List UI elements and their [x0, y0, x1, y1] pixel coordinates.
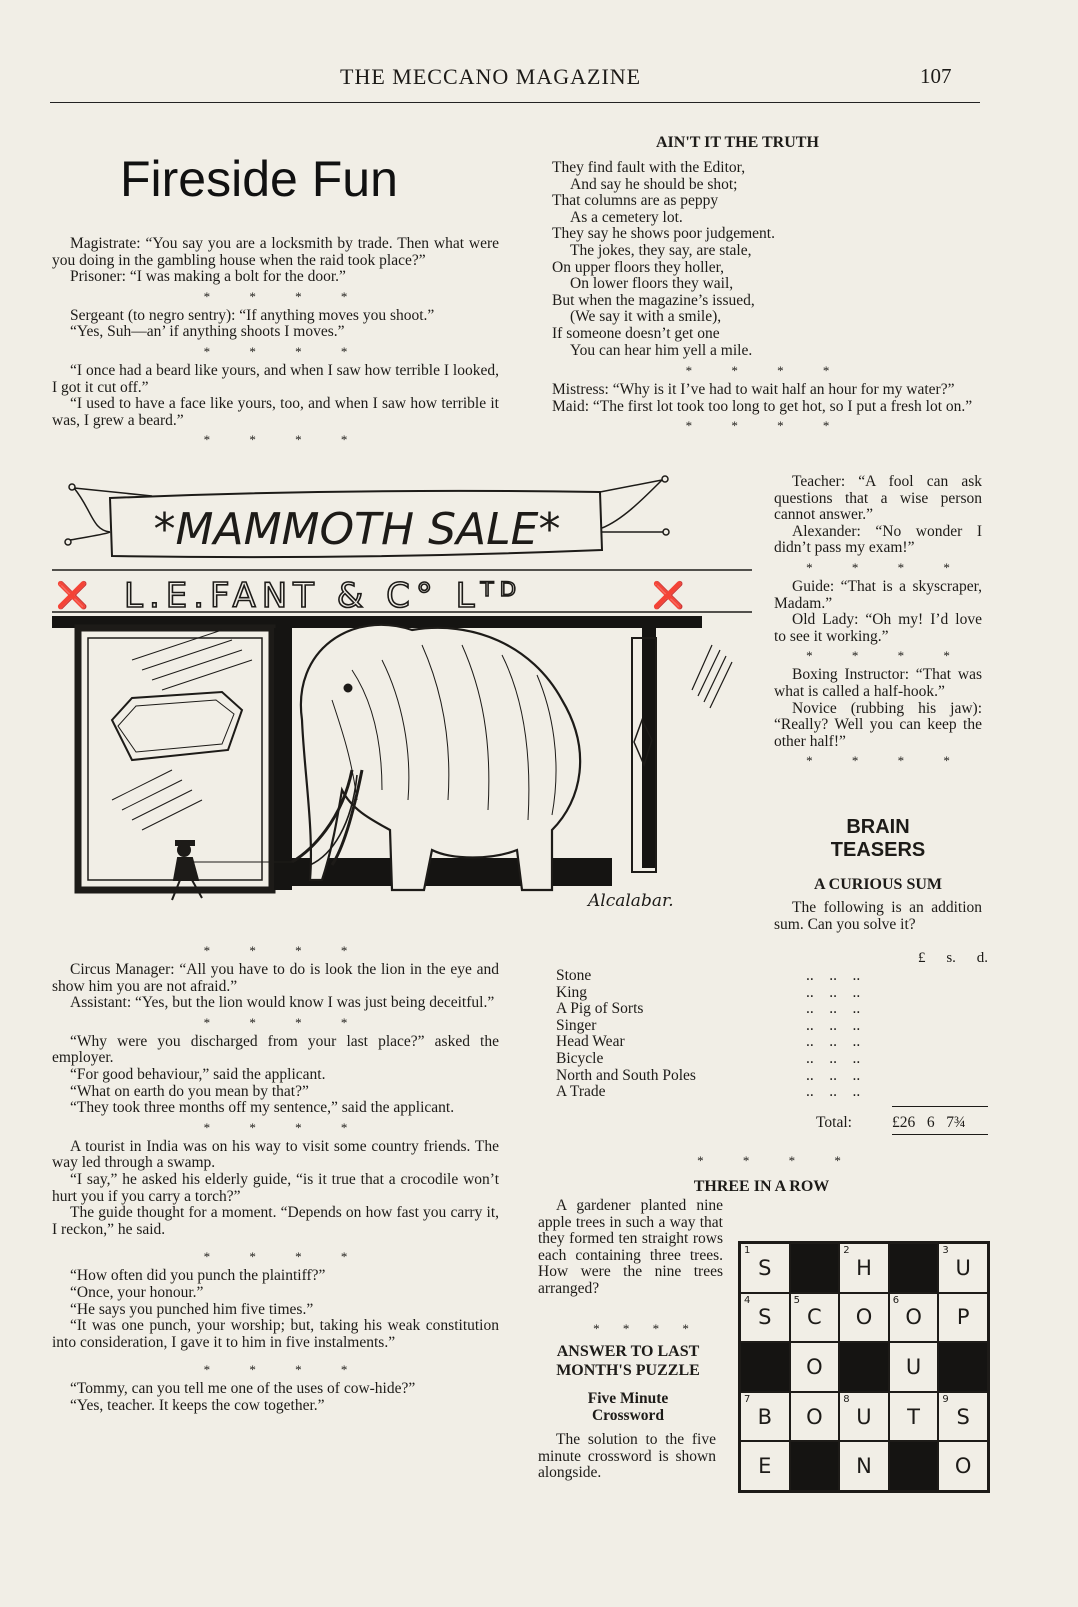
sum-row [556, 1018, 860, 1035]
crossword-clue-number: 1 [744, 1245, 751, 1256]
curious-sum-intro: The following is an addition sum. Can you solve it? [774, 899, 982, 933]
poem-line: But when the magazine’s issued, [552, 291, 755, 309]
pence-header: d. [976, 950, 988, 966]
sum-total-value: £26 6 7¾ [892, 1114, 966, 1131]
shop-sign-text: L.E.FANT & C° Lᵀᴰ [124, 576, 523, 616]
crossword-letter: U [955, 1255, 971, 1280]
crossword-letter: U [905, 1354, 922, 1379]
separator-stars: * * * * [203, 943, 366, 958]
crossword-clue-number: 8 [843, 1393, 850, 1405]
crossword-clue-number: 3 [942, 1245, 949, 1256]
answer-subtitle: Five Minute Crossword [587, 1390, 669, 1424]
dots: .. .. .. [806, 1016, 861, 1034]
crossword-letter: U [856, 1404, 872, 1429]
poem-line: If someone doesn’t get one [552, 324, 720, 342]
currency-header [918, 950, 988, 967]
answer-text: The solution to the five minute crossword is shown alongside. [538, 1431, 716, 1482]
crossword-clue-number: 4 [744, 1294, 751, 1306]
shop-sign-ornament-left: ❌ [56, 581, 89, 610]
joke-text: Old Lady: “Oh my! I’d love to see it working.” [774, 611, 982, 645]
artist-signature: Alcalabar. [588, 891, 674, 911]
shop-window [78, 628, 272, 890]
crossword-black-square [790, 1441, 840, 1491]
poem-line: They say he shows poor judgement. [552, 225, 775, 243]
sum-total-rule-bottom [892, 1134, 988, 1135]
poem-line: That columns are as peppy [552, 192, 719, 210]
joke-text: “Yes, Suh—an’ if anything shoots I moves.” [70, 323, 345, 341]
joke-text: Novice (rubbing his jaw): “Really? Well you can keep the other half!” [774, 699, 982, 750]
crossword-black-square [839, 1342, 889, 1392]
joke-text: Circus Manager: “All you have to do is look the lion in the eye and show him you are not afraid.” [52, 961, 499, 995]
mammoth-sale-cartoon [52, 470, 764, 928]
dots: .. .. .. [806, 1066, 861, 1084]
joke-text: A tourist in India was on his way to visit some country friends. The way led through a swamp. [52, 1137, 499, 1172]
crossword-clue-number: 5 [793, 1294, 800, 1306]
dots: .. .. .. [806, 1033, 861, 1051]
joke-text: “How often did you punch the plaintiff?” [70, 1267, 326, 1285]
dots: .. .. .. [806, 1049, 861, 1067]
jokes-left-top [52, 236, 499, 451]
crossword-cell [740, 1441, 790, 1491]
crossword-clue-number: 7 [744, 1393, 751, 1405]
crossword-letter: O [905, 1305, 922, 1330]
three-in-a-row-body: A gardener planted nine apple trees in such a way that they formed ten straight rows each containing three trees. How were the nine trees arranged? [538, 1197, 723, 1297]
poem [552, 160, 972, 359]
crossword-letter: N [856, 1454, 872, 1479]
jokes-bottom [52, 940, 499, 1414]
joke-text: “He says you punched him five times.” [70, 1300, 314, 1318]
separator-stars: * * * * [806, 753, 968, 769]
separator-stars: * * * * [203, 1362, 366, 1378]
joke-text: Sergeant (to negro sentry): “If anything moves you shoot.” [70, 306, 435, 324]
sum-total-rule [892, 1106, 988, 1107]
crossword-black-square [740, 1342, 790, 1392]
separator-stars: * * * * [203, 1249, 366, 1265]
sum-item: Bicycle [556, 1049, 604, 1067]
joke-text: “Once, your honour.” [70, 1283, 204, 1301]
sum-row [556, 1068, 860, 1085]
crossword-cell [790, 1342, 840, 1392]
answer-title: ANSWER TO LAST MONTH'S PUZZLE [556, 1343, 700, 1379]
crossword-letter: O [806, 1354, 823, 1379]
sum-row [556, 985, 860, 1002]
crossword-cell [740, 1392, 790, 1442]
poem-line: And say he should be shot; [570, 175, 738, 193]
crossword-cell [790, 1293, 840, 1343]
crossword-black-square [889, 1441, 939, 1491]
crossword-black-square [938, 1342, 988, 1392]
joke-text: “Why were you discharged from your last place?” asked the employer. [52, 1032, 499, 1067]
sum-item: Head Wear [556, 1033, 625, 1051]
crossword-cell [889, 1392, 939, 1442]
crossword-cell [938, 1243, 988, 1293]
crossword-letter: E [758, 1454, 772, 1479]
poem-line: As a cemetery lot. [570, 208, 683, 226]
poem-title: AIN'T IT THE TRUTH [656, 134, 819, 151]
shillings-header: s. [946, 950, 956, 966]
crossword-letter: H [856, 1255, 872, 1280]
section-title: Fireside Fun [120, 151, 398, 207]
joke-text: Boxing Instructor: “That was what is called a half-hook.” [774, 666, 982, 700]
joke-text: “For good behaviour,” said the applicant. [70, 1065, 326, 1083]
joke-text: “It was one punch, your worship; but, taking his weak constitution into consideration, I gave it to him in five instalments.” [52, 1317, 499, 1351]
sum-row [556, 1084, 860, 1101]
brain-teasers-title-1: BRAIN [846, 816, 910, 838]
crossword-cell [889, 1342, 939, 1392]
shop-floor [292, 858, 612, 886]
crossword-letter: P [956, 1305, 970, 1330]
crossword-cell [839, 1243, 889, 1293]
dots: .. .. .. [806, 1083, 861, 1101]
sum-row [556, 1051, 860, 1068]
separator-stars: * * * * [697, 1153, 859, 1168]
crossword-clue-number: 9 [942, 1393, 949, 1405]
joke-text: Guide: “That is a skyscraper, Madam.” [774, 577, 982, 612]
joke-text: Assistant: “Yes, but the lion would know I was just being deceitful.” [70, 994, 495, 1012]
running-header-title: THE MECCANO MAGAZINE [340, 64, 642, 89]
crossword-cell [790, 1392, 840, 1442]
joke-text: “I used to have a face like yours, too, and when I saw how terrible it was, I grew a beard.” [52, 395, 499, 429]
poem-line: On lower floors they wail, [570, 275, 734, 293]
separator-stars: * * * * [203, 1014, 366, 1030]
crossword-letter: O [954, 1454, 972, 1479]
crossword-cell [740, 1243, 790, 1293]
jokes-right-top [534, 360, 981, 437]
sum-items [556, 968, 896, 1101]
header-rule [50, 102, 980, 103]
dots: .. .. .. [806, 1000, 861, 1018]
joke-text: “I say,” he asked his elderly guide, “is it true that a crocodile won’t hurt you if you carry a torch?” [52, 1170, 499, 1205]
crossword-letter: S [758, 1255, 772, 1280]
crossword-letter: B [757, 1404, 772, 1429]
poem-line: On upper floors they holler, [552, 258, 724, 276]
sum-item: A Trade [556, 1083, 606, 1101]
crossword-cell [839, 1293, 889, 1343]
sum-item: A Pig of Sorts [556, 1000, 644, 1018]
poem-line: (We say it with a smile), [570, 308, 722, 326]
hatching [692, 645, 732, 708]
crossword-cell [889, 1293, 939, 1343]
separator-stars: * * * * [203, 288, 366, 304]
separator-stars: * * * * [593, 1321, 699, 1336]
crossword-cell [938, 1392, 988, 1442]
separator-stars: * * * * [203, 1119, 366, 1135]
poem-line: The jokes, they say, are stale, [570, 241, 752, 259]
crossword-cell [938, 1293, 988, 1343]
joke-text: “Tommy, can you tell me one of the uses of cow-hide?” [70, 1380, 416, 1398]
sum-row [556, 1034, 860, 1051]
poem-line: You can hear him yell a mile. [570, 341, 753, 359]
sum-item: King [556, 983, 587, 1001]
pounds-header: £ [918, 950, 926, 966]
three-in-a-row-title: THREE IN A ROW [693, 1178, 830, 1195]
joke-text: “They took three months off my sentence,” said the applicant. [70, 1099, 455, 1117]
crossword-letter: S [956, 1404, 970, 1429]
brain-teasers-heading [774, 816, 982, 862]
joke-text: Alexander: “No wonder I didn’t pass my exam!” [774, 522, 982, 557]
banner-text: *MAMMOTH SALE* [153, 504, 561, 555]
curious-sum-title: A CURIOUS SUM [813, 876, 942, 893]
brain-teasers-title-2: TEASERS [830, 839, 926, 861]
page-number: 107 [920, 64, 952, 88]
joke-text: “I once had a beard like yours, and when I saw how terrible I looked, I got it cut off.” [52, 361, 499, 396]
joke-text: “What on earth do you mean by that?” [70, 1082, 309, 1100]
sum-item: Stone [556, 967, 592, 984]
separator-stars: * * * * [203, 343, 366, 359]
joke-text: Maid: “The first lot took too long to get hot, so I put a fresh lot on.” [552, 397, 973, 415]
crossword-clue-number: 6 [892, 1294, 900, 1306]
sum-row [556, 1001, 860, 1018]
sum-item: Singer [556, 1016, 597, 1034]
crossword-black-square [790, 1243, 840, 1293]
crossword-cell [938, 1441, 988, 1491]
jokes-side [774, 474, 982, 772]
poem-line: They find fault with the Editor, [552, 159, 746, 176]
crossword-letter: T [907, 1404, 920, 1429]
shop-sign-ornament-right: ❌ [652, 581, 685, 610]
dots: .. .. .. [806, 967, 861, 984]
joke-text: Magistrate: “You say you are a locksmith by trade. Then what were you doing in the gambling house when the raid took place?” [52, 235, 499, 269]
dots: .. .. .. [806, 983, 861, 1001]
crossword-black-square [889, 1243, 939, 1293]
joke-text: The guide thought for a moment. “Depends on how fast you carry it, I reckon,” he said. [52, 1204, 499, 1238]
joke-text: Mistress: “Why is it I’ve had to wait half an hour for my water?” [552, 381, 955, 398]
joke-text: Prisoner: “I was making a bolt for the door.” [70, 268, 346, 286]
separator-stars: * * * * [806, 559, 968, 575]
mammoth-illustration [292, 625, 580, 890]
sum-total-label: Total: [816, 1114, 852, 1131]
crossword-letter: S [758, 1305, 772, 1330]
sum-row [556, 968, 860, 985]
crossword-letter: O [855, 1305, 873, 1330]
separator-stars: * * * * [685, 418, 848, 434]
crossword-cell [740, 1293, 790, 1343]
crossword-cell [839, 1441, 889, 1491]
crossword-grid [738, 1241, 990, 1493]
separator-stars: * * * * [203, 432, 366, 448]
separator-stars: * * * * [685, 363, 848, 378]
crossword-cell [839, 1392, 889, 1442]
crossword-clue-number: 2 [843, 1245, 850, 1256]
sum-item: North and South Poles [556, 1066, 696, 1084]
joke-text: “Yes, teacher. It keeps the cow together.” [70, 1396, 325, 1414]
door-pillar [274, 628, 292, 890]
joke-text: Teacher: “A fool can ask questions that a wise person cannot answer.” [774, 473, 982, 524]
separator-stars: * * * * [806, 648, 968, 664]
crossword-letter: O [806, 1404, 823, 1429]
crossword-letter: C [807, 1305, 822, 1330]
